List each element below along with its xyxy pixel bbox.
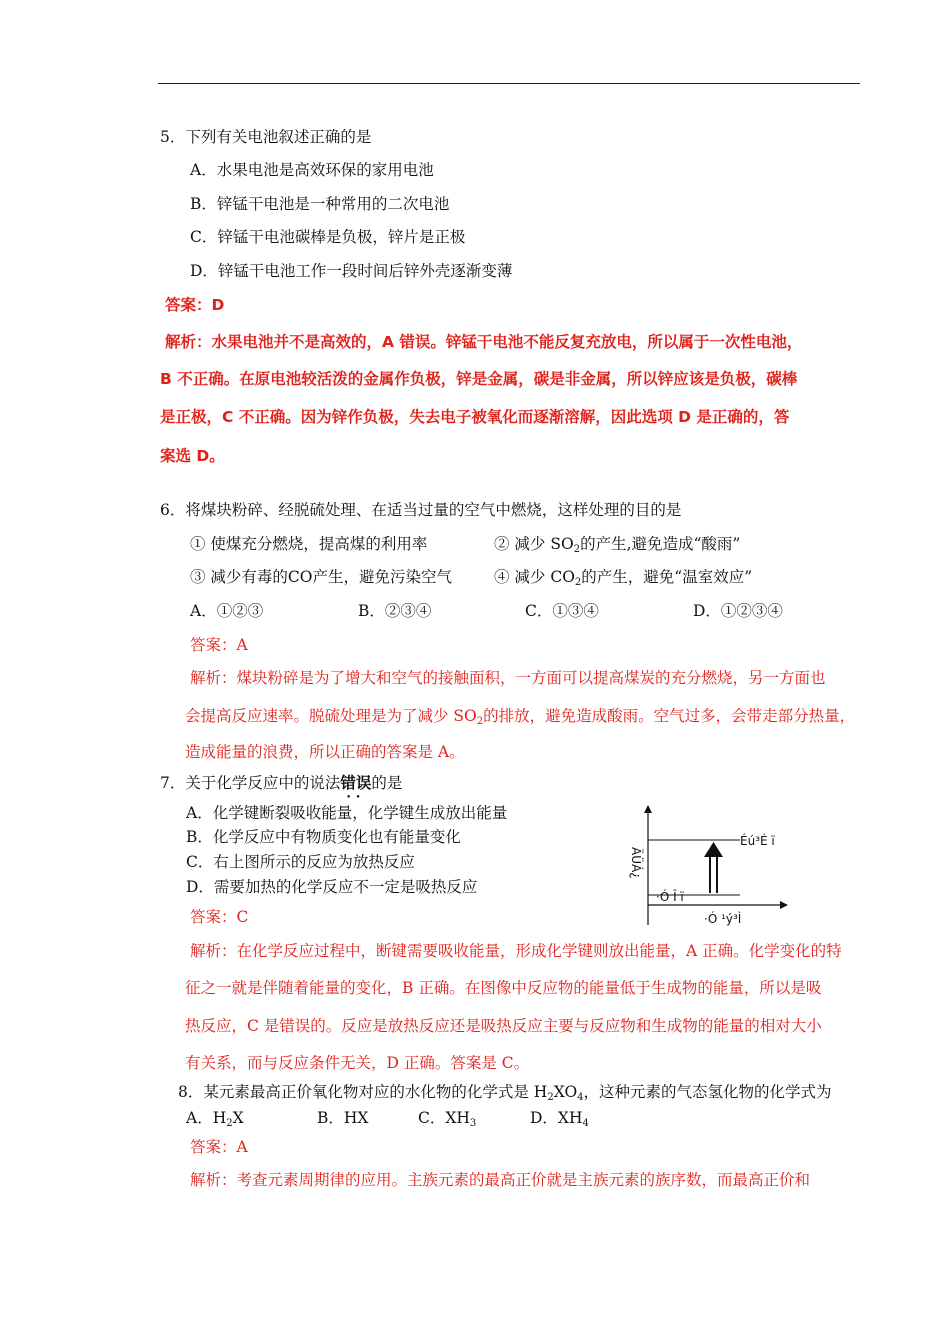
q5-analysis-line: B 不正确。在原电池较活泼的金属作负极，锌是金属，碳是非金属，所以锌应该是负极，碳棒 <box>160 370 798 388</box>
energy-diagram <box>618 805 788 930</box>
q7-analysis-line: 征之一就是伴随着能量的变化，B 正确。在图像中反应物的能量低于生成物的能量，所以是吸 <box>185 979 822 997</box>
q5-analysis-line: 是正极，C 不正确。因为锌作负极，失去电子被氧化而逐渐溶解，因此选项 D 是正确的，答 <box>160 408 790 426</box>
q8-stem: 8．某元素最高正价氧化物对应的水化物的化学式是 $H_2XO_4$，这种元素的气态氢化物的化学式为 <box>178 1083 832 1103</box>
diagram-y-arrowhead <box>644 805 652 813</box>
q8-choice-b: B．HX <box>317 1109 369 1127</box>
q7-analysis-line: 有关系，而与反应条件无关，D 正确。答案是 C。 <box>185 1054 530 1072</box>
q5-option-c: C．锌锰干电池碳棒是负极，锌片是正极 <box>190 228 466 246</box>
q5-stem: 5．下列有关电池叙述正确的是 <box>160 128 372 146</box>
q7-stem-emphasis: 错误 •• <box>340 773 371 792</box>
q7-answer: 答案：C <box>190 908 249 926</box>
q6-choice-c: C．①③④ <box>525 602 599 620</box>
diagram-x-label: ·Ó ¹ý³Ì <box>704 912 742 926</box>
q6-analysis-line: 造成能量的浪费，所以正确的答案是 A。 <box>185 743 465 761</box>
q5-analysis-line: 案选 D。 <box>160 447 225 465</box>
q8-choice-a: A．$H_2X$ <box>186 1109 244 1129</box>
q5-option-b: B．锌锰干电池是一种常用的二次电池 <box>190 195 450 213</box>
q7-stem: 7．关于化学反应中的说法错误 ••的是 <box>160 773 402 793</box>
q5-option-d: D．锌锰干电池工作一段时间后锌外壳逐渐变薄 <box>190 262 513 280</box>
q6-answer: 答案：A <box>190 636 248 654</box>
q6-item-2: ② 减少 $SO_2$的产生,避免造成“酸雨” <box>494 535 741 555</box>
q5-answer: 答案：D <box>165 296 225 314</box>
q8-choice-d: D．$XH_4$ <box>530 1109 589 1129</box>
q7-option-d: D．需要加热的化学反应不一定是吸热反应 <box>186 878 478 896</box>
diagram-y-label: ÄÜÁ¿ <box>629 847 643 879</box>
diagram-top-label: Éú³É ï <box>740 834 775 848</box>
q6-choice-d: D．①②③④ <box>693 602 783 620</box>
q5-analysis-line: 解析：水果电池并不是高效的，A 错误。锌锰干电池不能反复充放电，所以属于一次性电池， <box>165 333 803 351</box>
diagram-x-arrowhead <box>780 901 788 909</box>
up-arrow-head <box>704 842 723 857</box>
q7-option-a: A．化学键断裂吸收能量，化学键生成放出能量 <box>186 804 508 822</box>
q8-choice-c: C．$XH_3$ <box>418 1109 477 1129</box>
q6-analysis-line: 会提高反应速率。脱硫处理是为了减少 $SO_2$的排放，避免造成酸雨。空气过多，会带走部分热量， <box>185 707 856 727</box>
q7-option-c: C．右上图所示的反应为放热反应 <box>186 853 415 871</box>
q6-choice-b: B．②③④ <box>358 602 432 620</box>
q6-choice-a: A．①②③ <box>190 602 264 620</box>
q7-analysis-line: 热反应，C 是错误的。反应是放热反应还是吸热反应主要与反应物和生成物的能量的相对大小 <box>185 1017 822 1035</box>
q6-stem: 6．将煤块粉碎、经脱硫处理、在适当过量的空气中燃烧，这样处理的目的是 <box>160 501 682 519</box>
header-rule <box>158 83 860 84</box>
diagram-bottom-label: ·Ó Î ï <box>656 890 684 904</box>
q8-answer: 答案：A <box>190 1138 248 1156</box>
q7-option-b: B．化学反应中有物质变化也有能量变化 <box>186 828 461 846</box>
q7-analysis-line: 解析：在化学反应过程中，断键需要吸收能量，形成化学键则放出能量，A 正确。化学变化的特 <box>190 942 842 960</box>
q6-analysis-line: 解析：煤块粉碎是为了增大和空气的接触面积，一方面可以提高煤炭的充分燃烧，另一方面也 <box>190 669 826 687</box>
q5-option-a: A．水果电池是高效环保的家用电池 <box>190 161 434 179</box>
q6-item-4: ④ 减少 $CO_2$的产生，避免“温室效应” <box>494 568 753 588</box>
q8-analysis-line: 解析：考查元素周期律的应用。主族元素的最高正价就是主族元素的族序数，而最高正价和 <box>190 1171 811 1189</box>
q6-item-3: ③ 减少有毒的CO产生，避免污染空气 <box>190 568 452 586</box>
q6-item-1: ① 使煤充分燃烧，提高煤的利用率 <box>190 535 428 553</box>
